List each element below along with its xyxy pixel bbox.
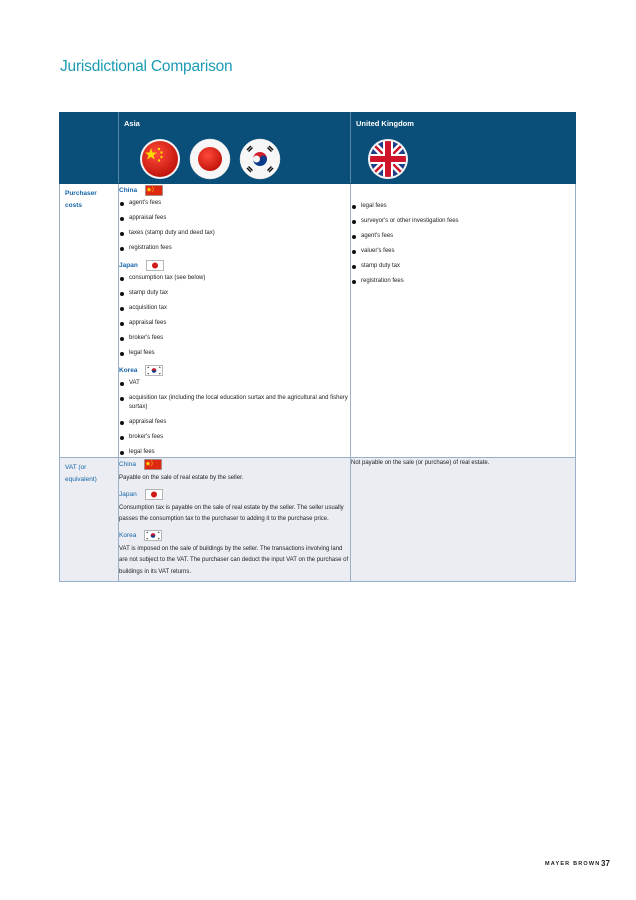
list-item: broker's fees — [119, 433, 350, 442]
vat-label — [60, 458, 118, 490]
purchaser-asia-cell — [119, 184, 351, 458]
list-item: agent's fees — [119, 199, 350, 208]
list-item: taxes (stamp duty and deed tax) — [119, 229, 350, 238]
japan-purchaser-list — [119, 274, 350, 358]
uk-flag-icon — [367, 138, 409, 180]
list-item: registration fees — [119, 244, 350, 253]
japan-title: Japan — [119, 490, 137, 498]
uk-purchaser-list — [351, 202, 575, 286]
korea-purchaser-list — [119, 379, 350, 457]
purchaser-label-line2: costs — [65, 202, 82, 209]
list-item: VAT — [119, 379, 350, 388]
korea-title: Korea — [119, 367, 138, 374]
vat-row — [60, 458, 576, 582]
vat-label-cell — [60, 458, 119, 582]
uk-flags — [351, 128, 575, 180]
list-item: appraisal fees — [119, 214, 350, 223]
korea-heading — [119, 364, 350, 377]
footer-brand: MAYER BROWN — [545, 861, 601, 867]
china-title: China — [119, 187, 138, 194]
purchaser-costs-label-cell — [60, 184, 119, 458]
japan-flag-icon — [189, 138, 231, 180]
korea-flag-icon — [144, 530, 162, 541]
header-asia-cell — [119, 113, 351, 184]
list-item: stamp duty tax — [119, 289, 350, 298]
china-purchaser-list — [119, 199, 350, 253]
vat-label-line2: equivalent) — [65, 476, 97, 483]
list-item: broker's fees — [119, 334, 350, 343]
korea-heading — [119, 529, 350, 542]
purchaser-costs-label — [60, 184, 118, 216]
list-item: consumption tax (see below) — [119, 274, 350, 283]
purchaser-costs-row — [60, 184, 576, 458]
page-title: Jurisdictional Comparison — [60, 58, 233, 75]
korea-title: Korea — [119, 531, 137, 539]
list-item: legal fees — [119, 349, 350, 358]
list-item: surveyor's or other investigation fees — [351, 217, 575, 226]
header-uk-label: United Kingdom — [356, 119, 414, 128]
korea-flag-icon — [239, 138, 281, 180]
korea-vat-text: VAT is imposed on the sale of buildings by the seller. The transactions involving land are not subject to the VAT. The purchaser can deduct the input VAT on the purchase of buildings in its VAT returns. — [119, 545, 349, 575]
china-title: China — [119, 461, 136, 468]
japan-title: Japan — [119, 262, 138, 269]
asia-flags — [119, 128, 350, 180]
page-number: 37 — [601, 859, 610, 868]
list-item: appraisal fees — [119, 418, 350, 427]
header-empty-cell — [60, 113, 119, 184]
purchaser-uk-cell — [351, 184, 576, 458]
header-asia-label: Asia — [124, 119, 140, 128]
japan-vat-text: Consumption tax is payable on the sale of real estate by the seller. The seller usually passes the consumption tax to the purchaser to adding it to the purchase price. — [119, 504, 344, 522]
table-header-row — [60, 113, 576, 184]
list-item: valuer's fees — [351, 247, 575, 256]
list-item: agent's fees — [351, 232, 575, 241]
vat-uk-cell — [351, 458, 576, 582]
list-item: registration fees — [351, 277, 575, 286]
vat-label-line1: VAT (or — [65, 464, 87, 471]
china-flag-icon — [139, 138, 181, 180]
china-heading — [119, 458, 350, 471]
list-item: appraisal fees — [119, 319, 350, 328]
china-vat-text: Payable on the sale of real estate by the seller. — [119, 475, 244, 481]
header-uk-cell — [351, 113, 576, 184]
list-item: acquisition tax — [119, 304, 350, 313]
jurisdiction-table — [59, 112, 576, 582]
vat-asia-cell — [119, 458, 351, 582]
china-flag-icon — [144, 459, 162, 470]
purchaser-label-line1: Purchaser — [65, 190, 97, 197]
list-item: legal fees — [119, 448, 350, 457]
japan-heading — [119, 259, 350, 272]
china-heading — [119, 184, 350, 197]
china-flag-icon — [145, 185, 163, 196]
japan-flag-icon — [145, 489, 163, 500]
list-item: stamp duty tax — [351, 262, 575, 271]
japan-heading — [119, 488, 350, 501]
uk-vat-text: Not payable on the sale (or purchase) of real estate. — [351, 460, 490, 466]
korea-flag-icon — [145, 365, 163, 376]
list-item: legal fees — [351, 202, 575, 211]
japan-flag-icon — [146, 260, 164, 271]
list-item: acquisition tax (including the local education surtax and the agricultural and fishery surtax) — [119, 394, 350, 412]
